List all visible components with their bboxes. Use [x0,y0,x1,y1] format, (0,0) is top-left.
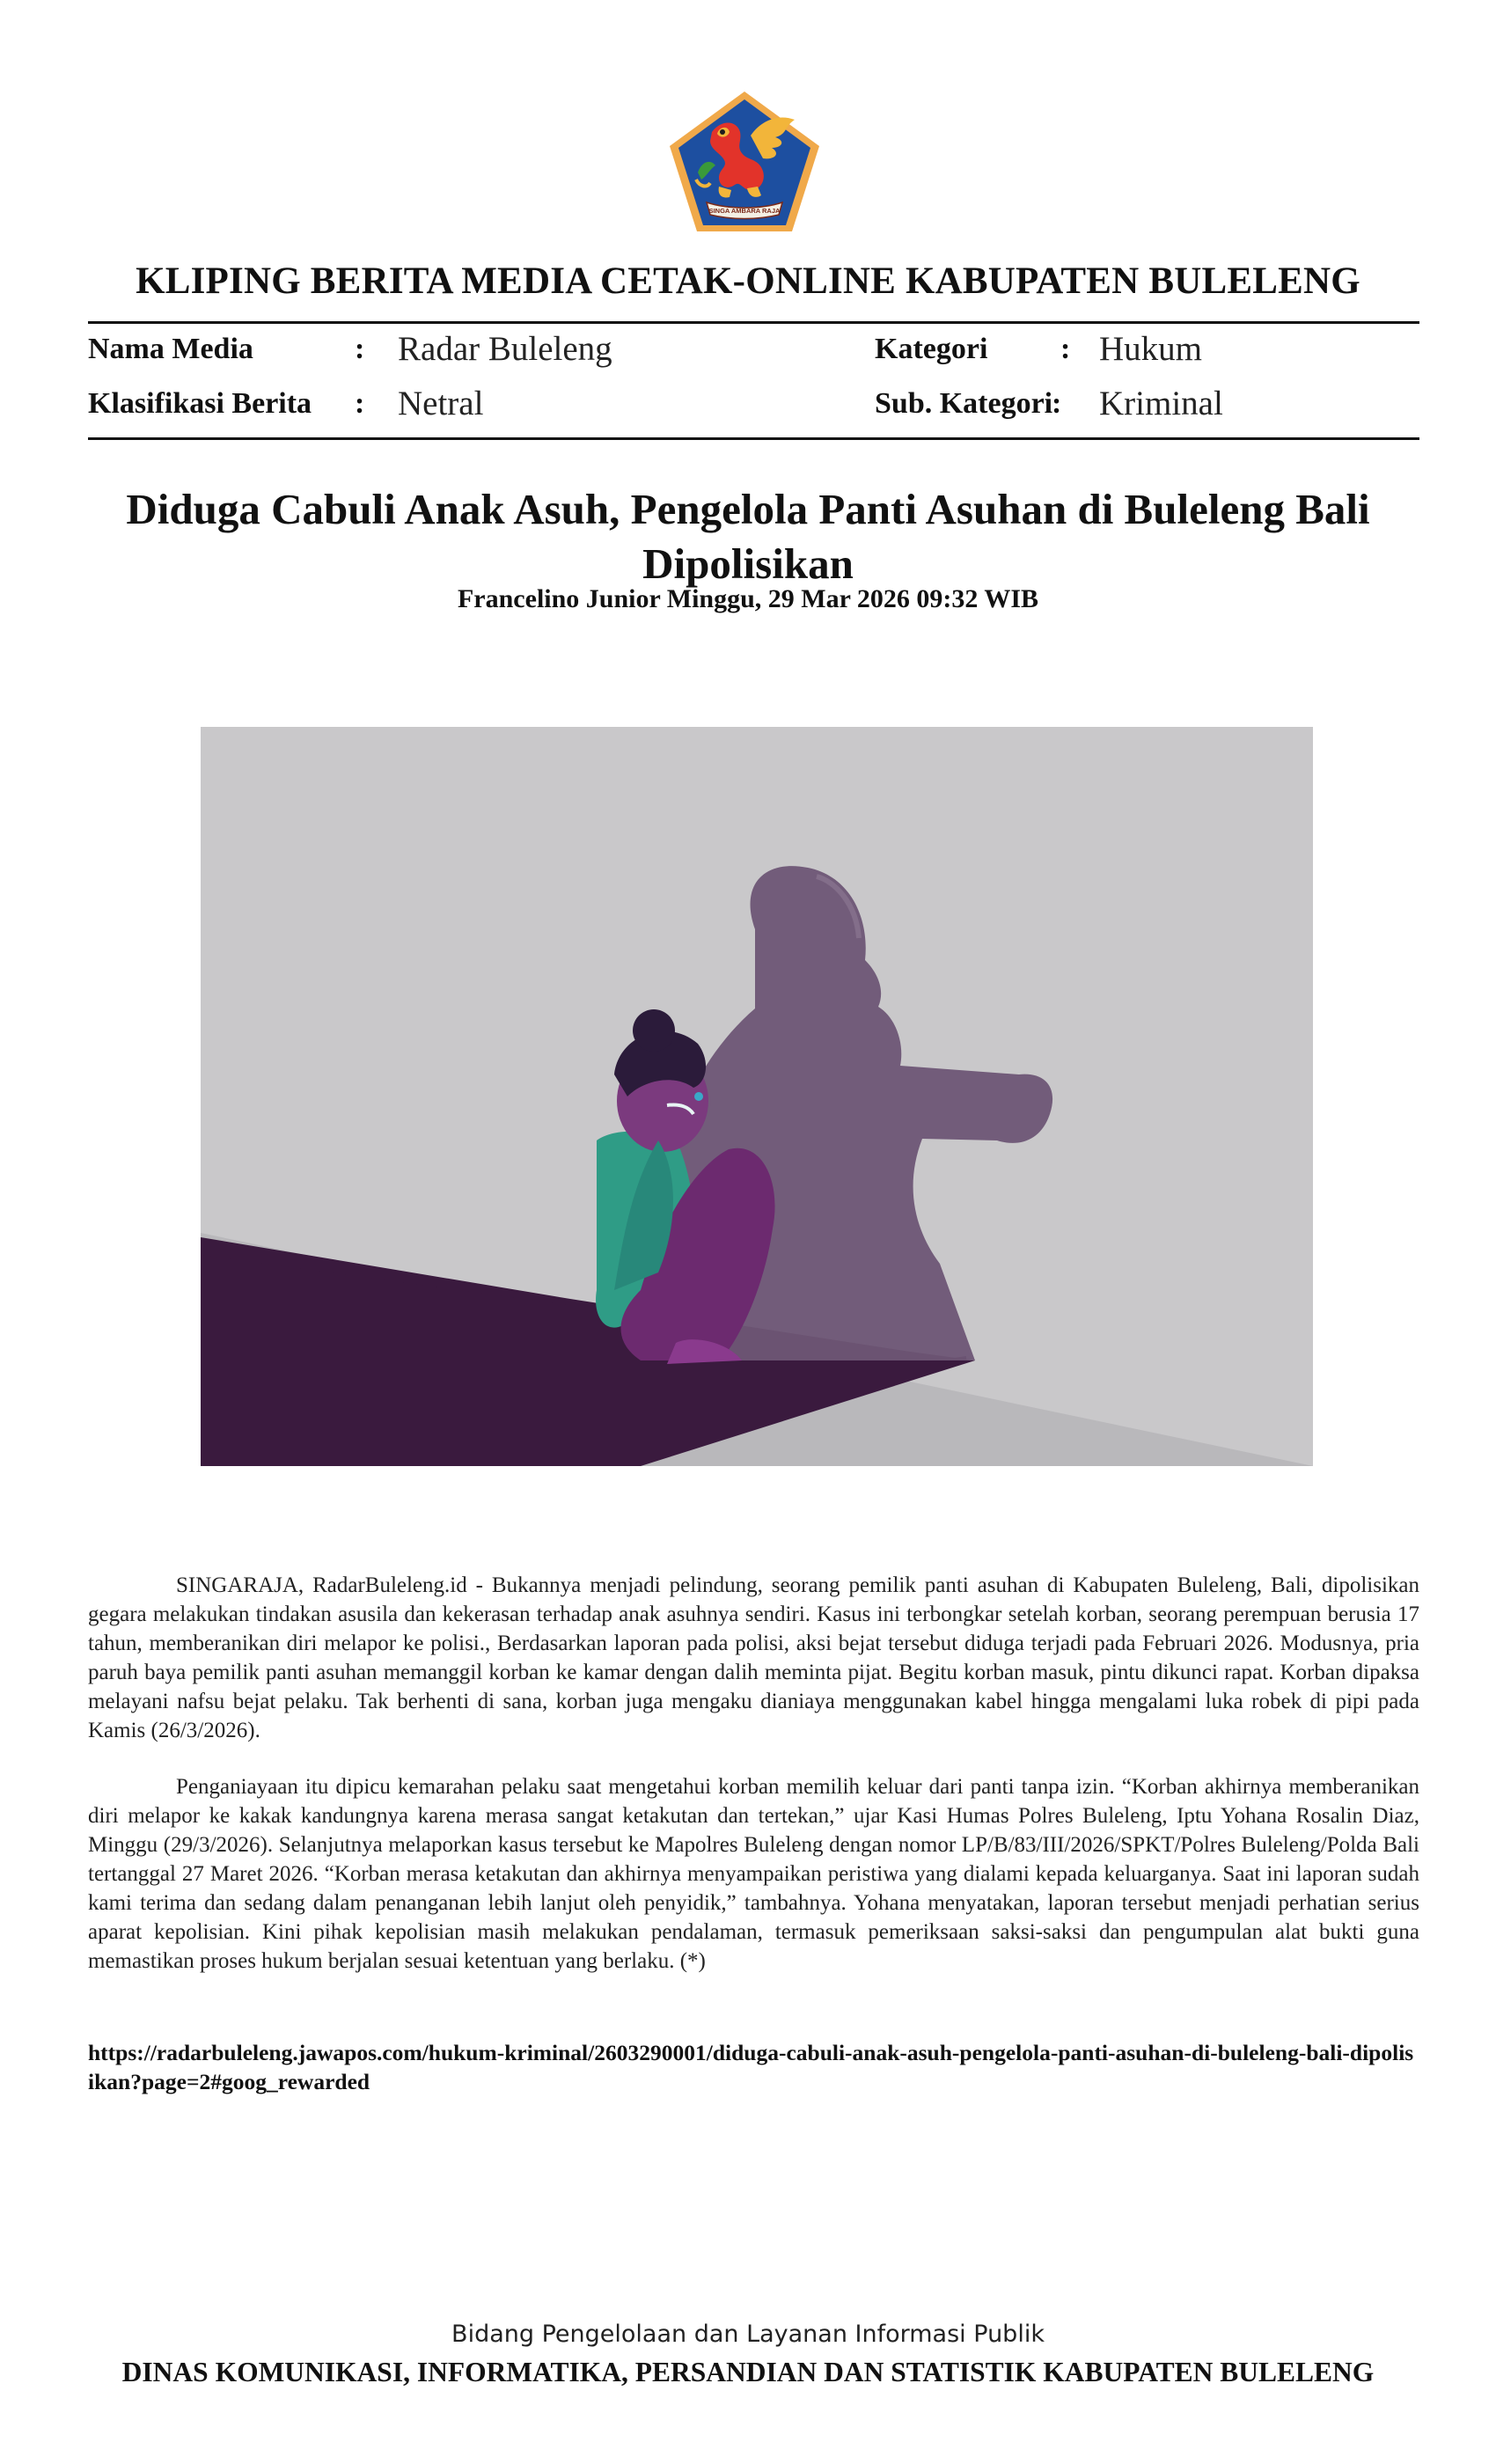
kategori-value: Hukum [1099,330,1202,368]
media-label: Nama Media [88,333,253,365]
subkategori-label: Sub. Kategori [875,387,1053,420]
kategori-colon: : [1060,333,1071,365]
article-byline: Francelino Junior Minggu, 29 Mar 2026 09:32 WIB [457,584,1039,613]
crouching-girl-with-shadow-illustration-icon [201,727,1313,1466]
document-title: KLIPING BERITA MEDIA CETAK-ONLINE KABUPATEN BULELENG [136,260,1360,302]
subkategori-value: Kriminal [1099,385,1223,422]
regency-logo [666,88,823,236]
bottom-divider [88,437,1419,440]
klasifikasi-value: Netral [398,385,484,422]
footer-unit: Bidang Pengelolaan dan Layanan Informasi Publik [451,2321,1045,2348]
article-illustration [201,727,1313,1466]
logo-motto: SINGA AMBARA RAJA [708,207,781,215]
source-link[interactable]: https://radarbuleleng.jawapos.com/hukum-kriminal/2603290001/diduga-cabuli-anak-asuh-pengelola-panti-asuhan-di-buleleng-bali-dipolisikan?page=2#goog_rewarded [88,2040,1414,2094]
klasifikasi-colon: : [355,387,365,420]
article-paragraph-2: Penganiayaan itu dipicu kemarahan pelaku saat mengetahui korban memilih keluar dari panti tanpa izin. “Korban akhirnya memberanikan diri melapor ke kakak kandungnya karena merasa sangat ketakutan dan tertekan,” ujar Kasi Humas Polres Buleleng, Iptu Yohana Rosalin Diaz, Minggu (29/3/2026). Selanjutnya melaporkan kasus tersebut ke Mapolres Buleleng dengan nomor LP/B/83/III/2026/SPKT/Polres Buleleng/Polda Bali tertanggal 27 Maret 2026. “Korban merasa ketakutan dan akhirnya menyampaikan peristiwa yang dialami kepada keluarganya. Saat ini laporan sudah kami terima dan sedang dalam penanganan lebih lanjut oleh penyidik,” tambahnya. Yohana menyatakan, laporan tersebut menjadi perhatian serius aparat kepolisian. Kini pihak kepolisian masih melakukan pendalaman, termasuk pemeriksaan saksi-saksi dan pengumpulan alat bukti guna memastikan proses hukum berjalan sesuai ketentuan yang berlaku. (*) [88,1775,1419,1973]
footer-office: DINAS KOMUNIKASI, INFORMATIKA, PERSANDIAN DAN STATISTIK KABUPATEN BULELENG [121,2357,1375,2387]
top-divider [88,321,1419,324]
kategori-label: Kategori [875,333,988,365]
media-value: Radar Buleleng [398,330,612,368]
article-body [88,1571,1419,2003]
subkategori-colon: : [1052,387,1062,420]
klasifikasi-label: Klasifikasi Berita [88,387,312,420]
media-colon: : [355,333,365,365]
article-headline: Diduga Cabuli Anak Asuh, Pengelola Panti Asuhan di Buleleng Bali Dipolisikan [126,485,1370,588]
singa-ambara-raja-emblem-icon [666,88,823,236]
article-paragraph-1: SINGARAJA, RadarBuleleng.id - Bukannya menjadi pelindung, seorang pemilik panti asuhan di Kabupaten Buleleng, Bali, dipolisikan gegara melakukan tindakan asusila dan kekerasan terhadap anak asuhnya sendiri. Kasus ini terbongkar setelah korban, seorang perempuan berusia 17 tahun, memberanikan diri melapor ke polisi., Berdasarkan laporan pada polisi, aksi bejat tersebut diduga terjadi pada Februari 2026. Modusnya, pria paruh baya pemilik panti asuhan memanggil korban ke kamar dengan dalih meminta pijat. Begitu korban masuk, pintu dikunci rapat. Korban dipaksa melayani nafsu bejat pelaku. Tak berhenti di sana, korban juga mengaku dianiaya menggunakan kabel hingga mengalami luka robek di pipi pada Kamis (26/3/2026). [88,1573,1419,1742]
